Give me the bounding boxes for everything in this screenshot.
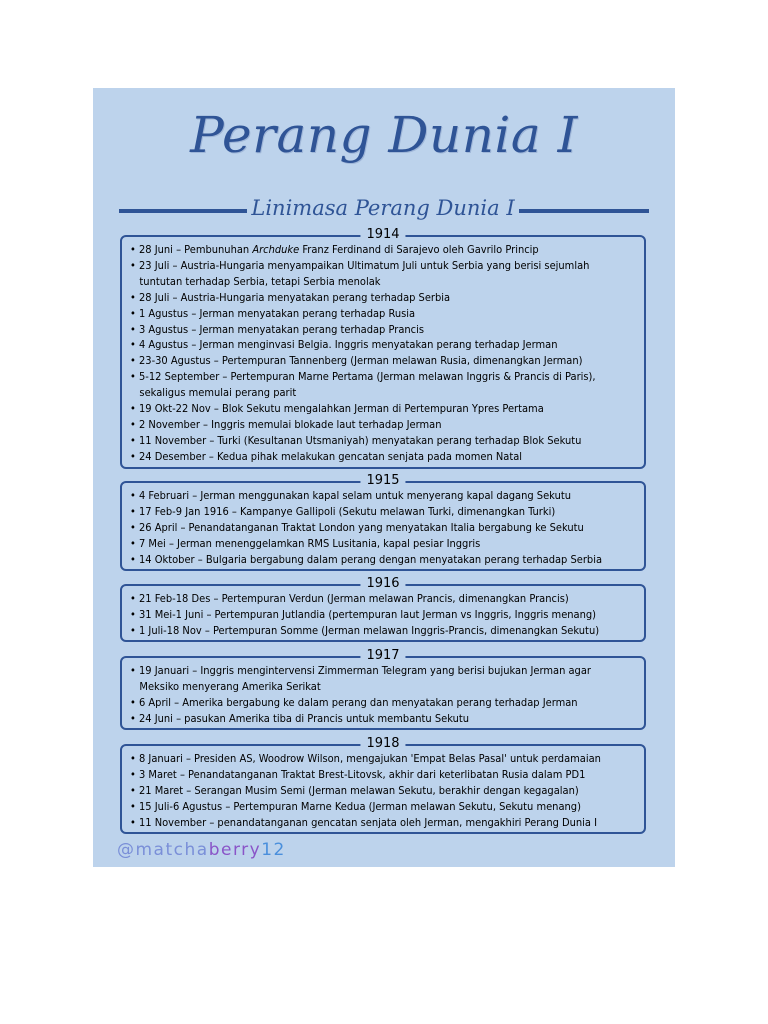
year-label: 1918	[360, 736, 405, 752]
event-text: • 19 Okt-22 Nov – Blok Sekutu mengalahkan Jerman di Pertempuran Ypres Pertama	[130, 402, 544, 416]
handle-part: 12	[261, 840, 286, 860]
year-label: 1916	[360, 576, 405, 592]
year-label: 1915	[360, 473, 405, 489]
event-text: • 17 Feb-9 Jan 1916 – Kampanye Gallipoli (Sekutu melawan Turki, dimenangkan Turki)	[130, 504, 556, 518]
event-item	[130, 242, 638, 258]
event-item	[130, 520, 638, 536]
event-text: Archduke	[252, 243, 300, 256]
event-text: • 7 Mei – Jerman menenggelamkan RMS Lusitania, kapal pesiar Inggris	[130, 536, 481, 550]
event-text: • 1 Juli-18 Nov – Pertempuran Somme (Jerman melawan Inggris-Prancis, dimenangkan Sekutu)	[130, 623, 600, 637]
event-item	[130, 552, 638, 568]
event-text: Meksiko menyerang Amerika Serikat	[130, 679, 321, 693]
event-list	[122, 483, 644, 568]
event-item	[130, 274, 638, 290]
event-item	[130, 607, 638, 623]
section-1914	[120, 227, 646, 469]
year-label: 1917	[360, 648, 405, 664]
event-text: • 26 April – Penandatanganan Traktat London yang menyatakan Italia bergabung ke Sekutu	[130, 520, 584, 534]
event-text: • 3 Maret – Penandatanganan Traktat Brest-Litovsk, akhir dari keterlibatan Rusia dalam PD1	[130, 767, 586, 781]
event-text: • 28 Juli – Austria-Hungaria menyatakan perang terhadap Serbia	[130, 290, 451, 304]
event-item	[130, 369, 638, 385]
event-item	[130, 695, 638, 711]
section-1916	[120, 576, 646, 642]
year-label: 1914	[360, 227, 405, 243]
event-text: • 5-12 September – Pertempuran Marne Pertama (Jerman melawan Inggris & Prancis di Paris),	[130, 370, 596, 384]
event-item	[130, 751, 638, 767]
event-text: • 1 Agustus – Jerman menyatakan perang terhadap Rusia	[130, 306, 416, 320]
event-item	[130, 711, 638, 727]
divider-right	[519, 209, 649, 213]
event-text: • 11 November – Turki (Kesultanan Utsmaniyah) menyatakan perang terhadap Blok Sekutu	[130, 433, 582, 447]
handle-part: berry	[208, 840, 262, 860]
event-item	[130, 449, 638, 465]
event-text: • 6 April – Amerika bergabung ke dalam perang dan menyatakan perang terhadap Jerman	[130, 695, 578, 709]
event-text: • 19 Januari – Inggris mengintervensi Zimmerman Telegram yang berisi bujukan Jerman agar	[130, 664, 591, 677]
handle-part: @matcha	[117, 840, 209, 860]
subtitle: Linimasa Perang Dunia I	[251, 196, 515, 220]
event-item	[130, 663, 638, 679]
divider-left	[119, 209, 247, 213]
event-text: tuntutan terhadap Serbia, tetapi Serbia menolak	[130, 274, 381, 288]
event-text: • 24 Juni – pasukan Amerika tiba di Prancis untuk membantu Sekutu	[130, 711, 470, 725]
event-item	[130, 322, 638, 338]
event-item	[130, 417, 638, 433]
event-item	[130, 385, 638, 401]
event-item	[130, 623, 638, 639]
section-1918	[120, 736, 646, 834]
event-item	[130, 258, 638, 274]
event-list	[122, 658, 644, 727]
event-item	[130, 401, 638, 417]
event-item	[130, 433, 638, 449]
event-text: • 11 November – penandatanganan gencatan senjata oleh Jerman, mengakhiri Perang Dunia I	[130, 815, 598, 829]
event-item	[130, 536, 638, 552]
page-title: Perang Dunia I	[190, 106, 578, 164]
event-text: • 23-30 Agustus – Pertempuran Tannenberg (Jerman melawan Rusia, dimenangkan Jerman)	[130, 354, 583, 368]
event-text: • 8 Januari – Presiden AS, Woodrow Wilson, mengajukan 'Empat Belas Pasal' untuk perdamaian	[130, 752, 601, 765]
event-item	[130, 290, 638, 306]
event-text: • 31 Mei-1 Juni – Pertempuran Jutlandia (pertempuran laut Jerman vs Inggris, Inggris menang)	[130, 607, 597, 621]
timeline-card	[93, 88, 675, 867]
event-item	[130, 591, 638, 607]
event-text: • 4 Agustus – Jerman menginvasi Belgia. Inggris menyatakan perang terhadap Jerman	[130, 338, 558, 352]
event-list	[122, 586, 644, 639]
event-list	[122, 237, 644, 465]
event-item	[130, 679, 638, 695]
event-text: • 21 Feb-18 Des – Pertempuran Verdun (Jerman melawan Prancis, dimenangkan Prancis)	[130, 592, 569, 605]
event-item	[130, 488, 638, 504]
event-text: • 24 Desember – Kedua pihak melakukan gencatan senjata pada momen Natal	[130, 449, 523, 463]
event-text: • 15 Juli-6 Agustus – Pertempuran Marne Kedua (Jerman melawan Sekutu, Sekutu menang)	[130, 799, 581, 813]
event-text: • 23 Juli – Austria-Hungaria menyampaikan Ultimatum Juli untuk Serbia yang berisi sejumlah	[130, 258, 590, 272]
subtitle-row	[119, 196, 649, 226]
event-text: Franz Ferdinand di Sarajevo oleh Gavrilo Princip	[299, 243, 539, 256]
event-text: • 28 Juni – Pembunuhan	[130, 243, 253, 256]
section-1915	[120, 473, 646, 571]
event-text: sekaligus memulai perang parit	[130, 386, 297, 400]
event-item	[130, 353, 638, 369]
event-item	[130, 504, 638, 520]
event-text: • 3 Agustus – Jerman menyatakan perang terhadap Prancis	[130, 322, 425, 336]
event-item	[130, 783, 638, 799]
event-item	[130, 767, 638, 783]
event-text: • 14 Oktober – Bulgaria bergabung dalam perang dengan menyatakan perang terhadap Serbia	[130, 552, 603, 566]
event-item	[130, 337, 638, 353]
event-item	[130, 306, 638, 322]
event-item	[130, 799, 638, 815]
event-text: • 4 Februari – Jerman menggunakan kapal selam untuk menyerang kapal dagang Sekutu	[130, 489, 572, 502]
event-item	[130, 815, 638, 831]
section-1917	[120, 648, 646, 730]
event-text: • 2 November – Inggris memulai blokade laut terhadap Jerman	[130, 417, 442, 431]
event-text: • 21 Maret – Serangan Musim Semi (Jerman melawan Sekutu, berakhir dengan kegagalan)	[130, 783, 579, 797]
event-list	[122, 746, 644, 831]
author-handle	[117, 840, 286, 860]
